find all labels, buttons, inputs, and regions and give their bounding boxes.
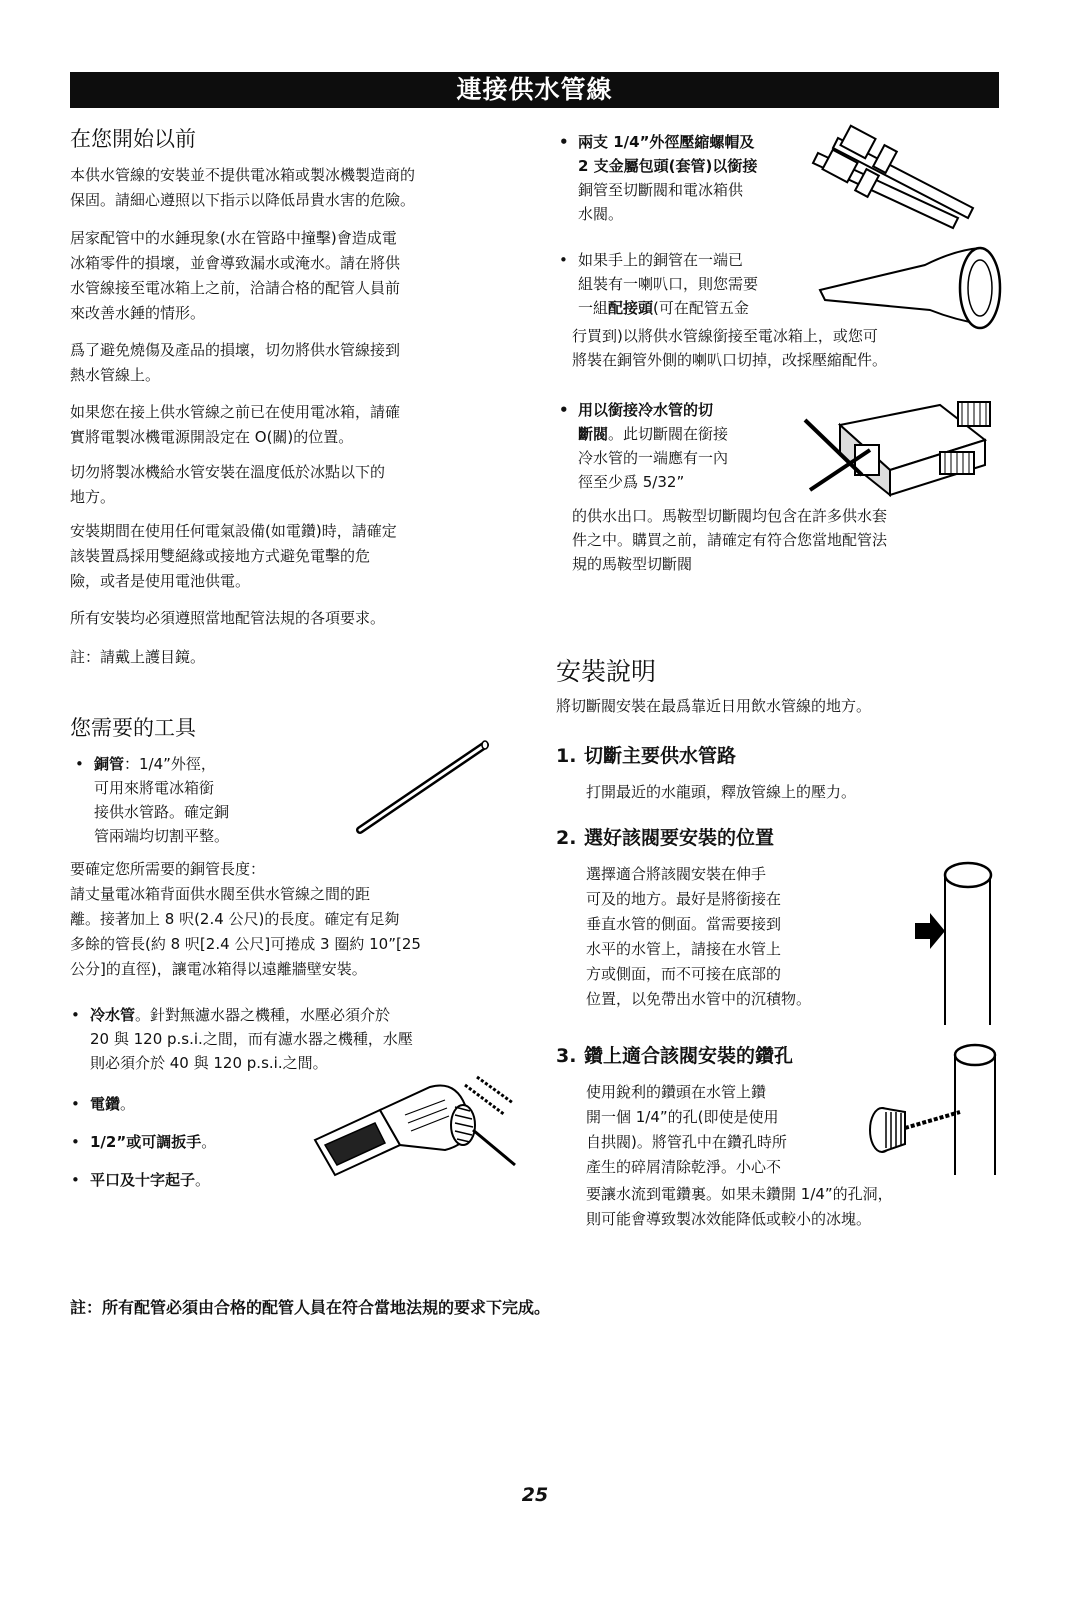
text-line: 組裝有一喇叭口，則您需要 <box>578 275 759 293</box>
text-line: 銅管至切斷閥和電冰箱供 <box>578 181 744 199</box>
text-line: 水閥。 <box>578 205 624 223</box>
valve-bullet <box>559 398 798 446</box>
text-line: 接供水管路。確定銅 <box>94 803 230 821</box>
text-line: 件之中。購買之前，請確定有符合您當地配管法 <box>572 531 888 549</box>
text-line: 。針對無濾水器之機種，水壓必須介於 <box>135 1006 391 1024</box>
suffix: 。 <box>195 1171 211 1189</box>
flare-bullet <box>559 248 828 320</box>
step-1-text: 打開最近的水龍頭，釋放管線上的壓力。 <box>586 783 857 801</box>
step-2-text <box>586 862 916 1012</box>
text-line: 20 與 120 p.s.i.之間，而有濾水器之機種，水壓 <box>90 1030 413 1048</box>
text-line: 安裝期間在使用任何電氣設備(如電鑽)時，請確定 <box>70 522 397 540</box>
tool-cold-water-line <box>71 1003 530 1075</box>
before-paragraph-3 <box>70 338 520 388</box>
text-line: 將裝在銅管外側的喇叭口切掉，改採壓縮配件。 <box>572 351 888 369</box>
tool-wrench <box>71 1130 217 1154</box>
page-number: 25 <box>521 1484 549 1506</box>
bullet-icon: • <box>71 1006 80 1024</box>
drill-label: 電鑽 <box>90 1095 121 1113</box>
text-line: 要讓水流到電鑽裏。如果未鑽開 1/4”的孔洞， <box>586 1185 893 1203</box>
text-line: 產生的碎屑清除乾淨。小心不 <box>586 1158 782 1176</box>
text-line: 公分]的直徑)，讓電冰箱得以遠離牆壁安裝。 <box>70 960 367 978</box>
bullet-icon: • <box>71 1095 80 1113</box>
tube-length-paragraph <box>70 857 530 982</box>
before-paragraph-1 <box>70 163 520 213</box>
step-2-title <box>556 826 774 850</box>
text-line: 要確定您所需要的銅管長度： <box>70 860 266 878</box>
text-part: (可在配管五金 <box>653 299 749 317</box>
text-line: 如果您在接上供水管線之前已在使用電冰箱，請確 <box>70 403 401 421</box>
text-line: 則可能會導致製冰效能降低或較小的冰塊。 <box>586 1210 872 1228</box>
text-line: 請丈量電冰箱背面供水閥至供水管線之間的距 <box>70 885 371 903</box>
flare-adapter-label: 配接頭 <box>608 299 654 317</box>
suffix: 。 <box>120 1095 136 1113</box>
text-line: 使用銳利的鑽頭在水管上鑽 <box>586 1083 767 1101</box>
valve-bullet-rest <box>572 504 1002 576</box>
drill-into-pipe-illustration <box>860 1040 1000 1180</box>
text-line: 選擇適合將該閥安裝在伸手 <box>586 865 767 883</box>
text-line: 可及的地方。最好是將銜接在 <box>586 890 782 908</box>
text-line: 用以銜接冷水管的切 <box>578 401 714 419</box>
text-line: 冰箱零件的損壞，並會導致漏水或淹水。請在將供 <box>70 254 401 272</box>
copper-tube-illustration <box>350 740 490 835</box>
tool-copper-tubing <box>75 752 354 848</box>
step-3-text-long <box>586 1182 996 1232</box>
install-intro: 將切斷閥安裝在最爲靠近日用飲水管線的地方。 <box>556 697 872 715</box>
text-line: 自拱閥)。將管孔中在鑽孔時所 <box>586 1133 787 1151</box>
text-line: 該裝置爲採用雙絕緣或接地方式避免電擊的危 <box>70 547 371 565</box>
bullet-icon: • <box>71 1171 80 1189</box>
nuts-bullet-rest <box>578 178 743 226</box>
text-line: 管兩端均切割平整。 <box>94 827 230 845</box>
wrench-label: 1/2”或可調扳手 <box>90 1133 202 1151</box>
text-line: 離。接著加上 8 呎(2.4 公尺)的長度。確定有足夠 <box>70 910 400 928</box>
text-line: 多餘的管長(約 8 呎[2.4 公尺]可捲成 3 圈約 10”[25 <box>70 935 421 953</box>
text-line: ：1/4”外徑， <box>124 755 216 773</box>
cold-label: 冷水管 <box>90 1006 136 1024</box>
step-1-title <box>556 744 736 768</box>
text-part: 一組 <box>578 299 609 317</box>
text-line: 規的馬鞍型切斷閥 <box>572 555 693 573</box>
text-line: 爲了避免燒傷及產品的損壞，切勿將供水管線接到 <box>70 341 401 359</box>
step-title-text: 鑽上適合該閥安裝的鑽孔 <box>584 1045 794 1067</box>
before-title: 在您開始以前 <box>70 127 196 151</box>
text-line: 2 支金屬包頭(套管)以銜接 <box>578 157 758 175</box>
text-line: 實將電製冰機電源開設定在 O(關)的位置。 <box>70 428 354 446</box>
before-paragraph-5 <box>70 460 520 510</box>
before-paragraph-6 <box>70 519 520 594</box>
text-line: 本供水管線的安裝並不提供電冰箱或製冰機製造商的 <box>70 166 416 184</box>
step-number: 3. <box>556 1045 577 1067</box>
text-line: 冷水管的一端應有一內 <box>578 449 729 467</box>
text-line: 的供水出口。馬鞍型切斷閥均包含在許多供水套 <box>572 507 888 525</box>
step-title-text: 切斷主要供水管路 <box>584 745 737 767</box>
text-line: 地方。 <box>70 488 116 506</box>
text-line: 來改善水錘的情形。 <box>70 304 206 322</box>
text-line: 垂直水管的側面。當需要接到 <box>586 915 782 933</box>
text-line: 居家配管中的水錘現象(水在管路中撞擊)會造成電 <box>70 229 397 247</box>
text-line: 水管線接至電冰箱上之前，洽請合格的配管人員前 <box>70 279 401 297</box>
page-banner: 連接供水管線 <box>70 72 999 108</box>
text-line: 切勿將製冰機給水管安裝在溫度低於冰點以下的 <box>70 463 386 481</box>
bullet-icon: • <box>559 401 569 419</box>
bullet-icon: • <box>559 133 569 151</box>
text-line: 兩支 1/4”外徑壓縮螺帽及 <box>578 133 755 151</box>
text-line: 開一個 1/4”的孔(即使是使用 <box>586 1108 779 1126</box>
text-line: 可用來將電冰箱銜 <box>94 779 215 797</box>
install-title: 安裝說明 <box>556 657 657 686</box>
text-line: 熱水管線上。 <box>70 366 161 384</box>
text-line: 方或側面，而不可接在底部的 <box>586 965 782 983</box>
text-line: 則必須介於 40 與 120 p.s.i.之間。 <box>90 1054 328 1072</box>
before-paragraph-7: 所有安裝均必須遵照當地配管法規的各項要求。 <box>70 609 386 627</box>
text-line: 位置，以免帶出水管中的沉積物。 <box>586 990 812 1008</box>
tool-drill <box>71 1092 136 1116</box>
step-number: 2. <box>556 827 577 849</box>
before-paragraph-4 <box>70 400 520 450</box>
step-number: 1. <box>556 745 577 767</box>
text-line: 險，或者是使用電池供電。 <box>70 572 251 590</box>
suffix: 。 <box>201 1133 217 1151</box>
shutoff-valve-illustration <box>800 390 1000 500</box>
bullet-icon: • <box>71 1133 80 1151</box>
bullet-icon: • <box>75 755 84 773</box>
nuts-bullet <box>559 130 828 178</box>
tool-screwdrivers <box>71 1168 211 1192</box>
text-line: 保固。請細心遵照以下指示以降低昂貴水害的危險。 <box>70 191 416 209</box>
text-line: 行買到)以將供水管線銜接至電冰箱上，或您可 <box>572 327 878 345</box>
copper-label: 銅管 <box>94 755 125 773</box>
bullet-icon: • <box>559 251 568 269</box>
tools-title: 您需要的工具 <box>70 716 196 740</box>
step-3-text-short <box>586 1080 856 1180</box>
text-part: 。此切斷閥在銜接 <box>608 425 729 443</box>
screwdriver-label: 平口及十字起子 <box>90 1171 196 1189</box>
valve-bullet-short <box>578 446 728 494</box>
goggles-note: 註：請戴上護目鏡。 <box>70 648 206 666</box>
before-paragraph-2 <box>70 226 520 326</box>
plumbing-note: 註：所有配管必須由合格的配管人員在符合當地法規的要求下完成。 <box>70 1298 551 1317</box>
text-line: 如果手上的銅管在一端已 <box>578 251 744 269</box>
step-title-text: 選好該閥要安裝的位置 <box>584 827 775 849</box>
text-line: 水平的水管上，請接在水管上 <box>586 940 782 958</box>
compression-nuts-illustration <box>808 123 978 223</box>
drill-illustration <box>305 1075 525 1195</box>
flared-tube-illustration <box>815 240 1005 340</box>
vertical-pipe-illustration <box>910 855 1000 1030</box>
text-line: 徑至少爲 5/32” <box>578 473 685 491</box>
step-3-title <box>556 1044 793 1068</box>
text-part: 斷閥 <box>578 425 609 443</box>
